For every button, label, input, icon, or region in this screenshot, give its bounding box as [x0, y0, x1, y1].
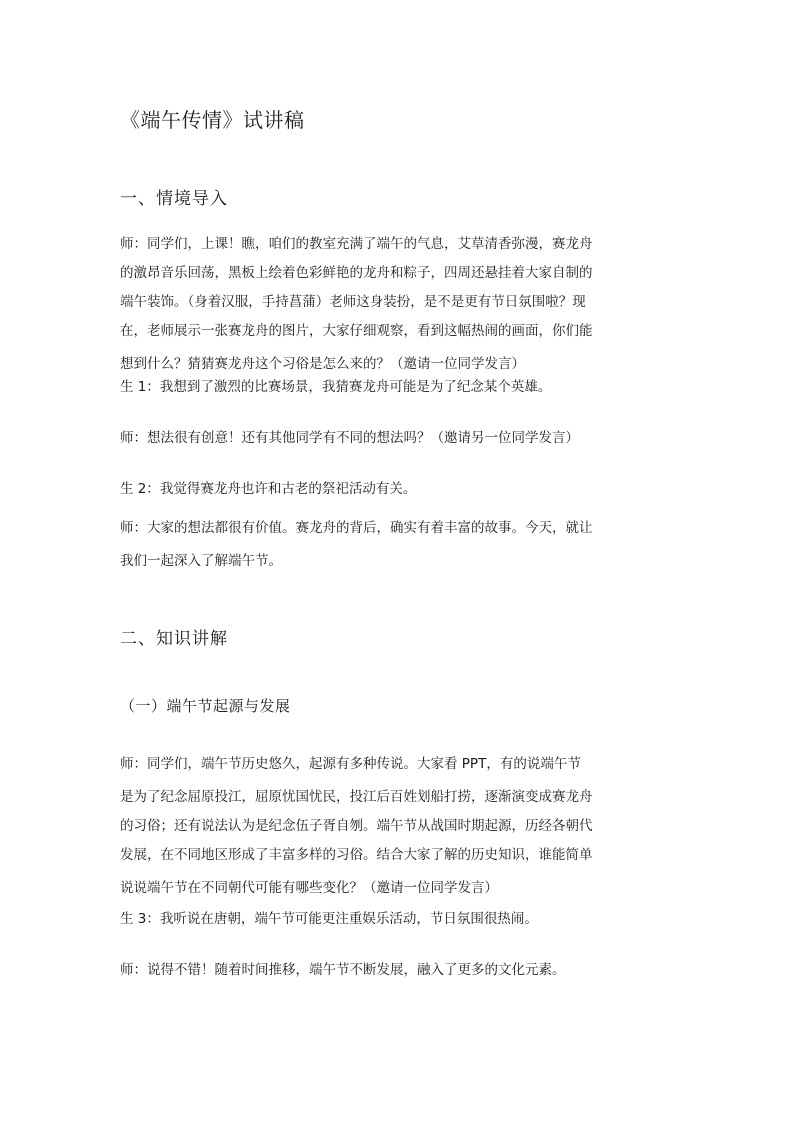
text-line: 在，老师展示一张赛龙舟的图片，大家仔细观察，看到这幅热闹的画面，你们能	[120, 323, 593, 339]
text-line: 说说端午节在不同朝代可能有哪些变化？（邀请一位同学发言）	[120, 880, 498, 896]
text-line: 师：大家的想法都很有价值。赛龙舟的背后，确实有着丰富的故事。今天，就让	[120, 520, 593, 536]
text-line: 发展，在不同地区形成了丰富多样的习俗。结合大家了解的历史知识，谁能简单	[120, 847, 593, 863]
subsection-heading-origin: （一）端午节起源与发展	[120, 697, 291, 715]
paragraph-student-1: 生 1：我想到了激烈的比赛场景，我猜赛龙舟可能是为了纪念某个英雄。	[120, 379, 552, 395]
text-line: 是为了纪念屈原投江，屈原忧国忧民，投江后百姓划船打捞，逐渐演变成赛龙舟	[120, 789, 593, 805]
text-line: 端午装饰。（身着汉服，手持菖蒲）老师这身装扮，是不是更有节日氛围啦？现	[120, 294, 586, 310]
section-heading-intro: 一、情境导入	[120, 189, 228, 209]
paragraph-student-3: 生 3：我听说在唐朝，端午节可能更注重娱乐活动，节日氛围很热闹。	[120, 911, 538, 927]
section-heading-knowledge: 二、知识讲解	[120, 629, 228, 649]
paragraph-teacher-transition	[120, 514, 680, 576]
paragraph-student-2: 生 2：我觉得赛龙舟也许和古老的祭祀活动有关。	[120, 481, 417, 497]
text-line: 想到什么？猜猜赛龙舟这个习俗是怎么来的？（邀请一位同学发言）	[120, 356, 525, 372]
text-line: 的激昂音乐回荡，黑板上绘着色彩鲜艳的龙舟和粽子，四周还悬挂着大家自制的	[120, 265, 593, 281]
paragraph-teacher-intro	[120, 230, 680, 379]
text-line: 师：同学们，端午节历史悠久，起源有多种传说。大家看 PPT，有的说端午节	[120, 756, 581, 772]
paragraph-teacher-response-2: 师：说得不错！随着时间推移，端午节不断发展，融入了更多的文化元素。	[120, 962, 566, 978]
paragraph-teacher-response-1: 师：想法很有创意！还有其他同学有不同的想法吗？（邀请另一位同学发言）	[120, 430, 579, 446]
text-line: 师：同学们，上课！瞧，咱们的教室充满了端午的气息，艾草清香弥漫，赛龙舟	[120, 236, 593, 252]
text-line: 我们一起深入了解端午节。	[120, 553, 282, 569]
text-line: 的习俗；还有说法认为是纪念伍子胥自刎。端午节从战国时期起源，历经各朝代	[120, 818, 593, 834]
paragraph-teacher-origin	[120, 750, 680, 903]
document-title: 《端午传情》试讲稿	[120, 108, 305, 132]
